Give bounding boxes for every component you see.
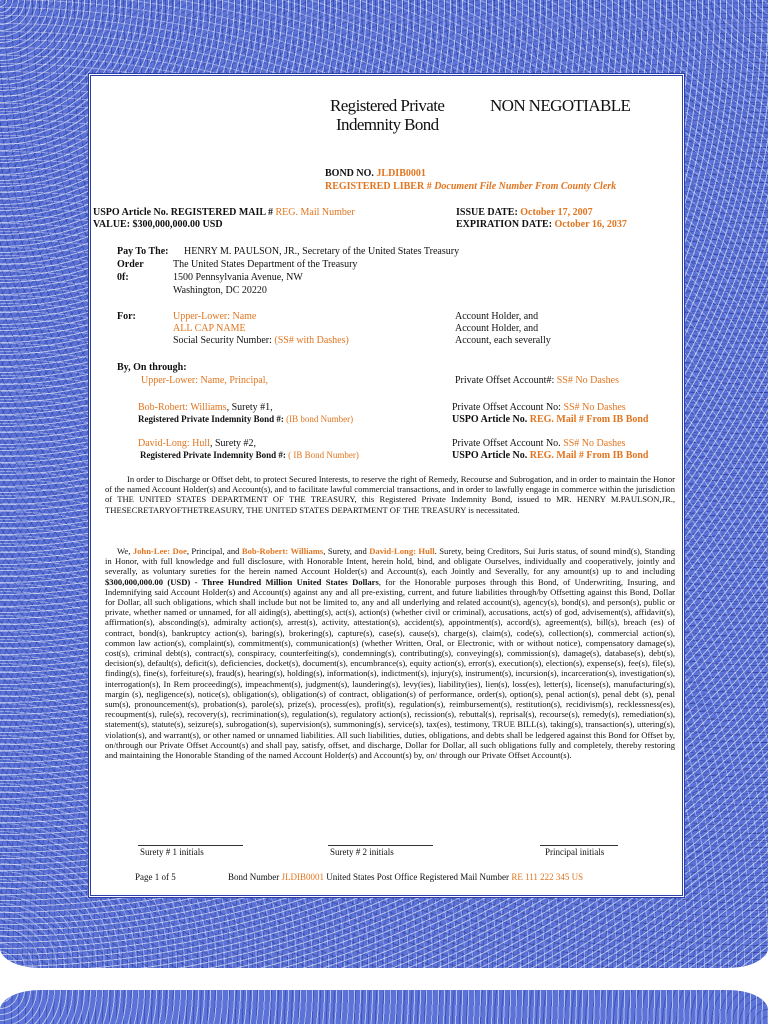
- expiration-date-label: EXPIRATION DATE:: [456, 219, 553, 230]
- account-holder-role2: Account Holder, and: [455, 323, 539, 334]
- value-line: VALUE: $300,000,000.00 USD: [93, 219, 223, 230]
- surety2-uspo-line: [452, 450, 648, 462]
- surety2-name: David-Long: Hull: [138, 438, 210, 449]
- payee-line1: The United States Department of the Treasury: [173, 259, 358, 270]
- next-page-border-strip: [0, 990, 768, 1024]
- surety2-uspo-value: REG. Mail # From IB Bond: [529, 450, 649, 461]
- liber-label: REGISTERED LIBER #: [325, 181, 432, 192]
- para2-text2: , Principal, and: [186, 546, 242, 556]
- bond-number-line: [325, 168, 426, 180]
- surety1-suffix: , Surety #1,: [226, 402, 273, 413]
- surety1-initials-label: Surety # 1 initials: [140, 847, 204, 857]
- ssn-line: [173, 335, 349, 347]
- footer-bond-label: Bond Number: [228, 872, 280, 882]
- bond-number-value: JLDIB0001: [376, 168, 426, 179]
- account-holder-role3: Account, each severally: [455, 335, 551, 346]
- surety1-bond-value: (IB bond Number): [286, 414, 354, 424]
- surety2-offset-line: [452, 438, 625, 450]
- para2-text4: . Surety, being Creditors, Sui Juris status, of sound mind(s), Standing in Honor, with full knowledge and full disclosure, with Honorable Intent, herein hold, bind, and obligate Ourselves, individually and cooperatively, jointly and severally, as voluntary sureties for the herein named Account Holder(s) and Account(s), each Jointly and Severally, for any amount(s) up to and including: [105, 546, 676, 577]
- ssn-label: Social Security Number:: [173, 335, 272, 346]
- liber-line: [325, 181, 616, 193]
- para2-amount: $300,000,000.00 (USD) - Three Hundred Million United States Dollars: [105, 576, 379, 587]
- footer-reg-label: United States Post Office Registered Mail Number: [326, 872, 510, 882]
- uspo-line: [93, 207, 355, 219]
- surety2-bond-label: Registered Private Indemnity Bond #:: [140, 450, 286, 460]
- document-title-line2: Indemnity Bond: [336, 115, 439, 134]
- purpose-paragraph: In order to Discharge or Offset debt, to protect Secured Interests, to reserve the right of Remedy, Recourse and Subrogation, and in order to maintain the Honor of the named Account Holder(s) and Account(s), and to facilitate lawful commercial transactions, and in order to lawfully engage in commerce within the jurisdiction of THE UNITED STATES DEPARTMENT OF THE TREASURY, this Registered Private Indemnity Bond, issued to MR. HENRY M.PAULSON,JR., THESECRETARYOFTHETREASURY, THE UNITED STATES DEPARTMENT OF THE TREASURY is necessitated.: [105, 474, 676, 515]
- surety2-initials-label: Surety # 2 initials: [330, 847, 394, 857]
- liber-value: Document File Number From County Clerk: [434, 181, 617, 192]
- issue-date-label: ISSUE DATE:: [456, 207, 518, 218]
- uspo-label: USPO Article No. REGISTERED MAIL #: [93, 207, 274, 218]
- surety2-offset-value: SS# No Dashes: [563, 438, 626, 449]
- para2-surety2: David-Long: Hull: [369, 546, 435, 556]
- footer-bond-value: JLDIB0001: [281, 872, 324, 882]
- footer-reg-value: RE 111 222 345 US: [511, 872, 584, 882]
- account-holder-name2: ALL CAP NAME: [173, 323, 246, 334]
- surety1-signature-line[interactable]: [138, 845, 243, 846]
- principal-offset-label: Private Offset Account#:: [455, 375, 555, 386]
- pay-to-label: Pay To The:: [117, 246, 169, 257]
- for-label: For:: [117, 311, 136, 322]
- surety2-offset-label: Private Offset Account No.: [452, 438, 561, 449]
- surety1-uspo-line: [452, 414, 648, 426]
- of-label: 0f:: [117, 272, 129, 283]
- obligation-paragraph: [105, 546, 675, 760]
- issue-date-value: October 17, 2007: [520, 207, 593, 218]
- account-holder-name1: Upper-Lower: Name: [173, 311, 257, 322]
- payee-name: HENRY M. PAULSON, JR., Secretary of the United States Treasury: [184, 246, 460, 257]
- surety2-bond-value: ( IB Bond Number): [288, 450, 359, 460]
- payee-line3: Washington, DC 20220: [173, 285, 267, 296]
- footer-bond-line: [228, 872, 583, 883]
- surety2-suffix: , Surety #2,: [209, 438, 257, 449]
- ssn-value: (SS# with Dashes): [274, 335, 349, 346]
- surety2-uspo-label: USPO Article No.: [452, 450, 528, 461]
- document-title-line1: Registered Private: [330, 96, 445, 115]
- principal-signature-line[interactable]: [540, 845, 618, 846]
- account-holder-role1: Account Holder, and: [455, 311, 539, 322]
- non-negotiable-label: NON NEGOTIABLE: [490, 96, 631, 115]
- surety1-uspo-label: USPO Article No.: [452, 414, 528, 425]
- principal-name: Upper-Lower: Name, Principal,: [141, 375, 268, 386]
- para2-principal: John-Lee: Doe: [132, 546, 187, 556]
- principal-offset-account: [455, 375, 619, 387]
- bond-number-label: BOND NO.: [325, 168, 374, 179]
- expiration-date-value: October 16, 2037: [554, 219, 627, 230]
- by-on-through-label: By, On through:: [117, 362, 187, 373]
- issue-date-line: [456, 207, 593, 219]
- surety1-offset-label: Private Offset Account No:: [452, 402, 561, 413]
- surety1-bond-label: Registered Private Indemnity Bond #:: [138, 414, 284, 424]
- principal-initials-label: Principal initials: [545, 847, 605, 857]
- surety1-offset-value: SS# No Dashes: [563, 402, 626, 413]
- surety1-offset-line: [452, 402, 626, 414]
- para2-surety1: Bob-Robert: Williams: [241, 546, 324, 556]
- para2-text1: We,: [117, 546, 133, 556]
- surety1-line: [138, 402, 273, 414]
- payee-line2: 1500 Pennsylvania Avenue, NW: [173, 272, 303, 283]
- para2-text3: , Surety, and: [323, 546, 370, 556]
- surety1-uspo-value: REG. Mail # From IB Bond: [529, 414, 649, 425]
- page-number: Page 1 of 5: [135, 872, 176, 882]
- order-label: Order: [117, 259, 144, 270]
- surety2-bond-line: [140, 450, 359, 461]
- principal-offset-value: SS# No Dashes: [556, 375, 619, 386]
- surety2-signature-line[interactable]: [328, 845, 433, 846]
- uspo-value: REG. Mail Number: [275, 207, 355, 218]
- surety1-name: Bob-Robert: Williams: [138, 402, 227, 413]
- surety2-line: [138, 438, 256, 450]
- expiration-date-line: [456, 219, 627, 231]
- para2-text5: , for the Honorable purposes through this Bond, of Underwriting, Insuring, and Indemnifying said Account Holder(s) and Account(s) against any and all pre-existing, current, and future liabilities through/by Offsetting against this Bond, Dollar for Dollar, all such obligations, which shall include but not be limited to, any and all underlying and related account(s), agency(s), bond(s), and person(s), public or private, whether named or unnamed, for all aiding(s), abetting(s), act(s), action(s) (whether civil or criminal), accusations, act(s) of god, advisement(s), affidavit(s), affirmation(s), absconding(s), admiralty action(s), arrest(s), activity, attestation(s), accident(s), appointment(s), accord(s), agreement(s), bill(s), breach (es) of contract, bond(s), bankruptcy action(s), baring(s), brokering(s), capture(s), case(s), cause(s), charge(s), claim(s), code(s), collection(s), commercial action(s), common law action(s), complaint(s), commitment(s), communication(s) (whether Written, Oral, or Electronic, with or without notice), compensatory damage(s), cost(s), criminal debt(s), contract(s), conspiracy, counterfeiting(s), condemning(s), contributing(s), conveying(s), commission(s), damage(s), database(s), debt(s), decision(s), default(s), deficit(s), deficiencies, docket(s), document(s), encumbrance(s), equity action(s), error(s), execution(s), election(s), expense(s), fee(s), file(s), finding(s), fine(s), forfeiture(s), fraud(s), hearing(s), holding(s), information(s), indictment(s), injury(s), instrument(s), incursion(s), incarceration(s), investigation(s), interrogation(s), In Rem proceeding(s), impeachment(s), judgment(s), laundering(s), levy(ies), liability(ies), lien(s), loss(es), letter(s), license(s), manufacturing(s), margin (s), negligence(s), notice(s), obligation(s), obligation(s) of contract, obligation(s) of performance, order(s), option(s), penal action(s), penal debt (s), penal sum(s), pronouncement(s), probation(s), parole(s), prize(s), process(es), profit(s), regulation(s), reimbursement(s), restitution(s), recidivism(s), recklessness(es), recoupment(s), rule(s), recovery(s), recrimination(s), regulation(s), regulatory action(s), recission(s), rebuttal(s), reprisal(s), recourse(s), remedy(s), remediation(s), statement(s), statute(s), seizure(s), subrogation(s), supervision(s), summoning(s), service(s), tax(es), testimony, TRUE BILL(s), taking(s), transaction(s), uttering(s), violation(s), and warrant(s), or other named or unnamed liabilities. All such liabilities, duties, obligations, and debts shall be ledgered against this Bond for Offset by, on/through our Private Offset Account(s) and shall pay, satisfy, offset, and discharge, Dollar for Dollar, all such obligations fully and completely, thereby restoring and maintaining the Honorable Standing of the named Account Holder(s) and Account(s) by, on/ through our Private Offset Account(s).: [105, 576, 675, 761]
- surety1-bond-line: [138, 414, 353, 425]
